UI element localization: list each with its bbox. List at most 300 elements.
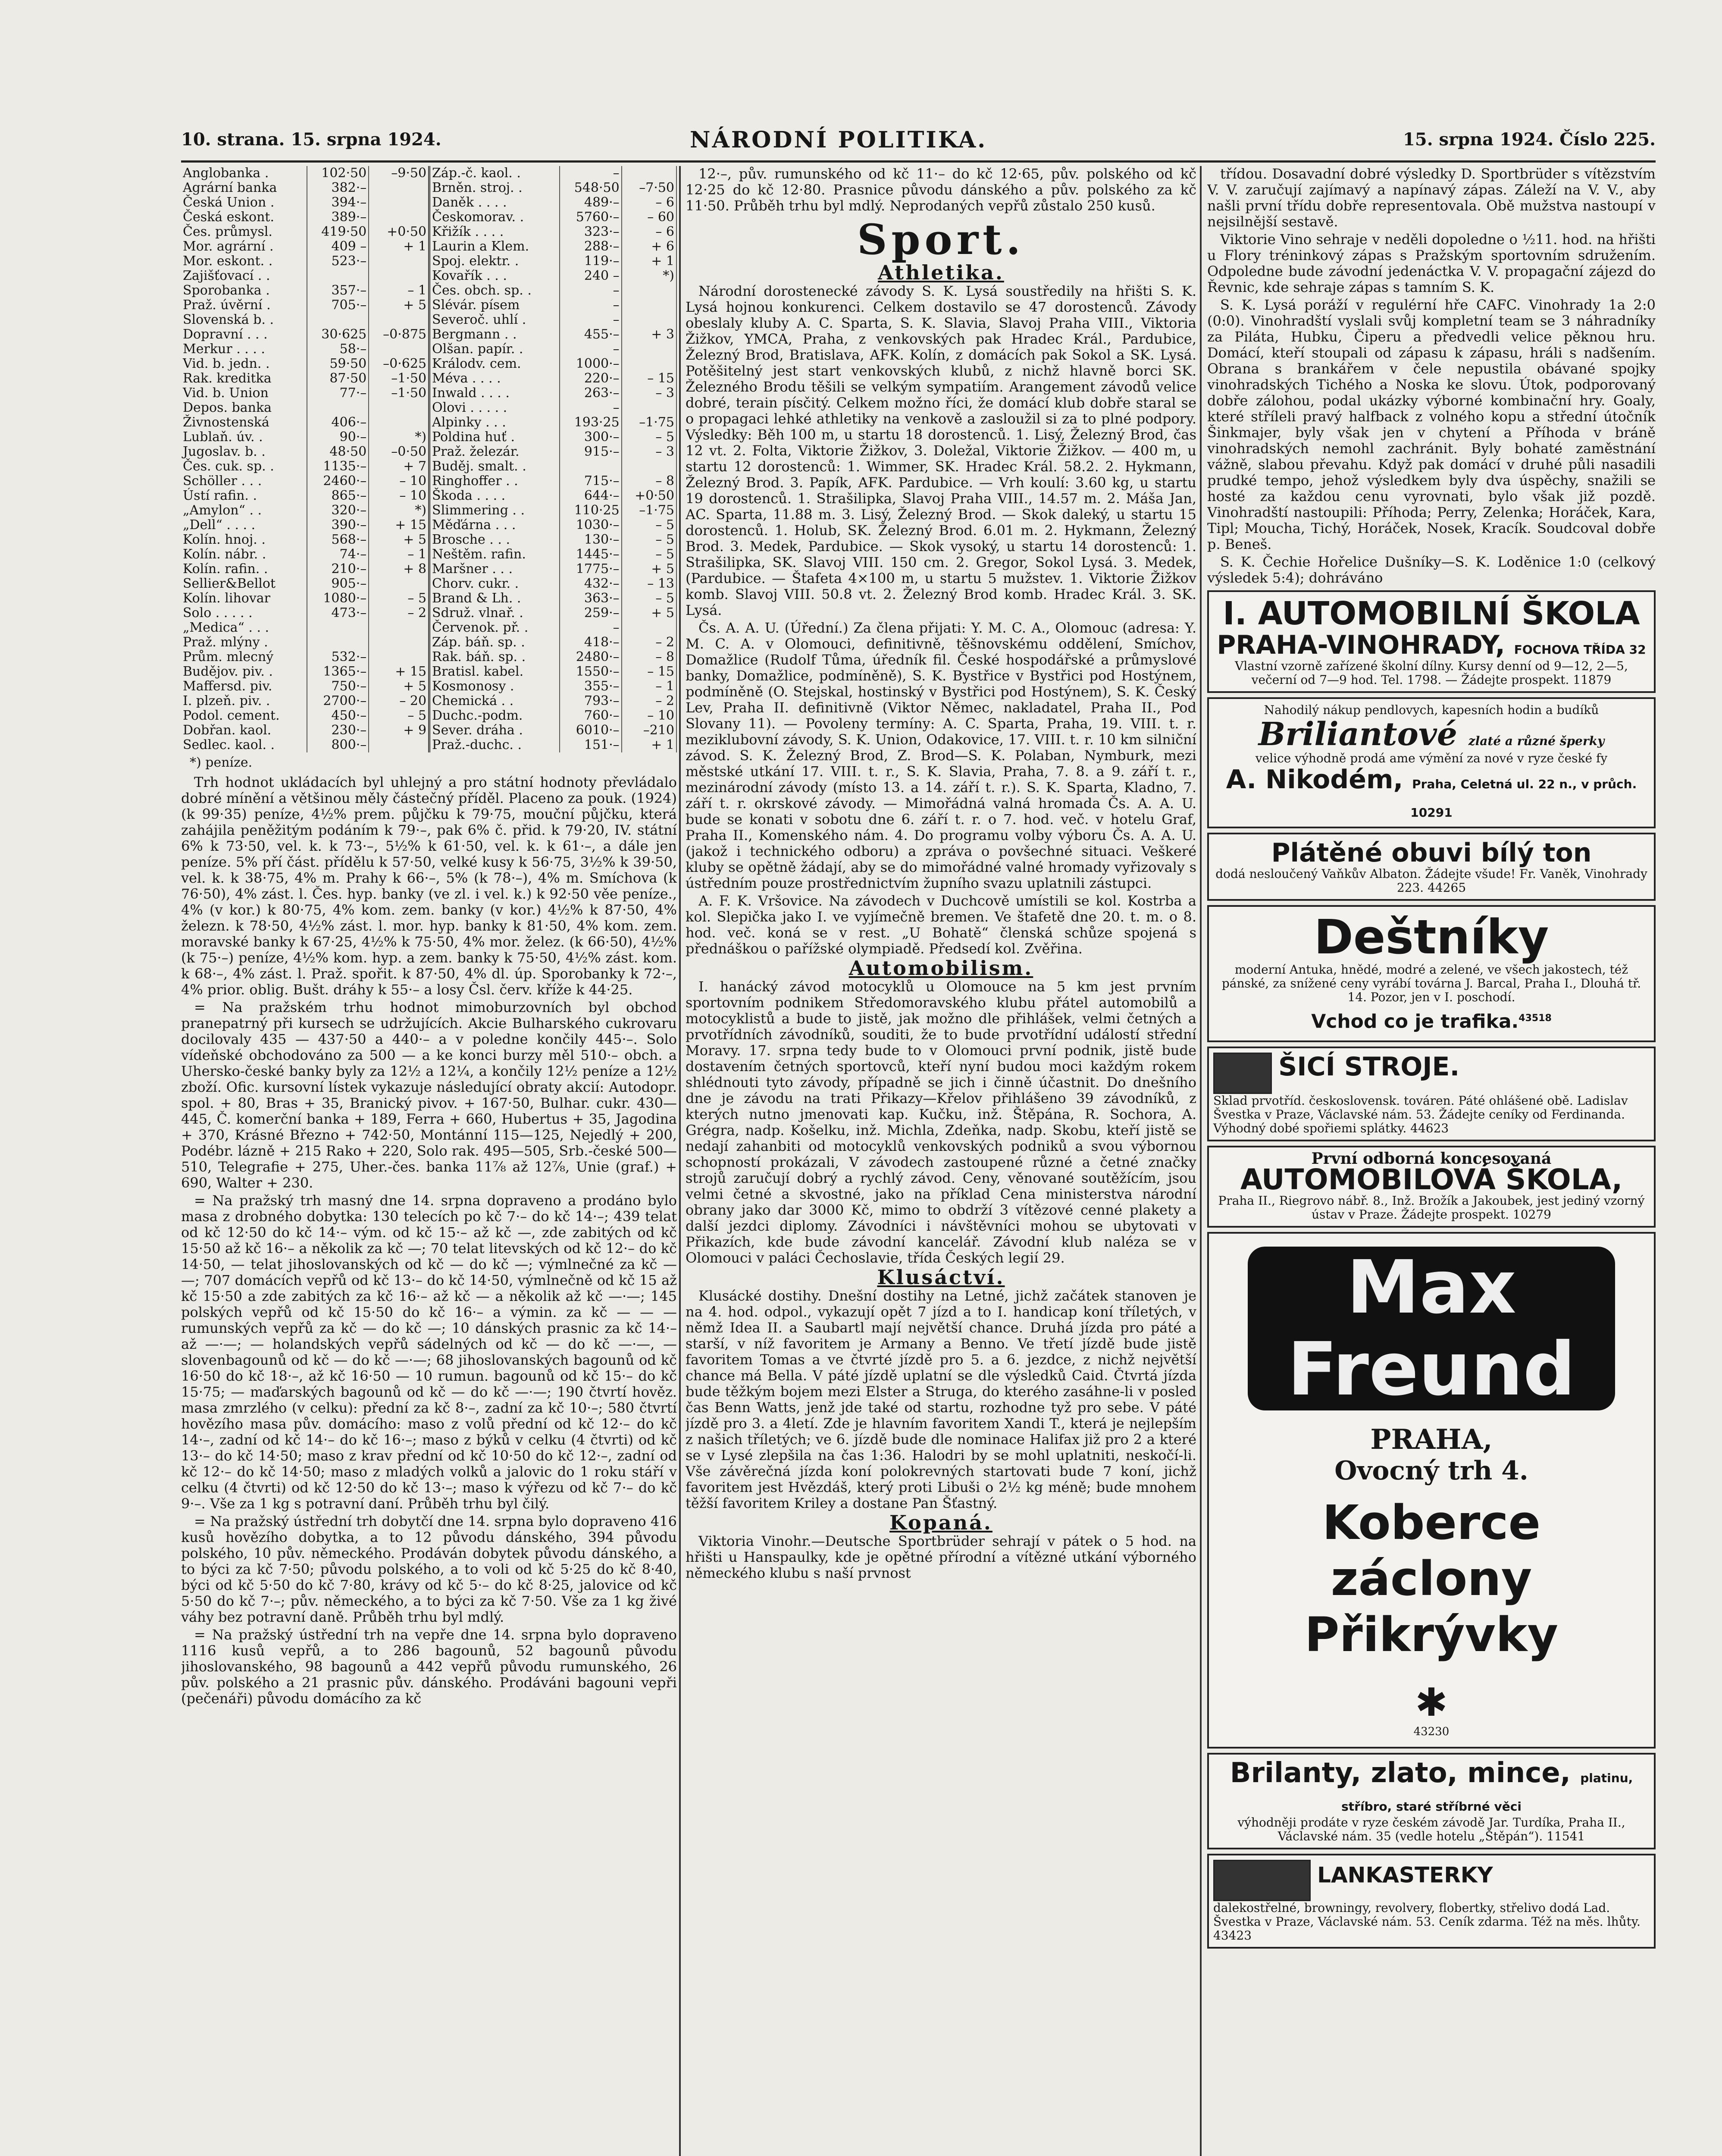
stock-price: 110·25 (560, 503, 622, 518)
stock-change: – 5 (369, 708, 429, 723)
stock-name: Praž.-duchc. . (429, 738, 560, 752)
stock-price: – (560, 313, 622, 327)
stock-price: 90·– (307, 430, 369, 445)
stock-change (369, 650, 429, 664)
stock-price: 300·– (560, 430, 622, 445)
ad-banner (1213, 1004, 1650, 1036)
stock-change: –9·50 (369, 166, 429, 181)
article-afk-vrsovice: A. F. K. Vršovice. Na závodech v Duchcově umístili se kol. Kostrba a kol. Slepička jako I. ve vyjímečně bremen. Ve štafetě dne 20. t. m. o 8. hod. več. koná se v rest. „U Bohatě“ členská schůze spojená s přednáškou o pařížské olympiadě. Předsedí kol. Zvěřina. (686, 893, 1196, 957)
stock-price: 151·– (560, 738, 622, 752)
stock-price: 1445·– (560, 547, 622, 562)
stock-name: Brand & Lh. . (429, 591, 560, 606)
stock-change: – 10 (369, 489, 429, 503)
ad-text: Praha II., Riegrovo nábř. 8., Inž. Brožík a Jakoubek, jest jediný vzorný ústav v Praze. Žádejte prospekt. 10279 (1218, 1194, 1645, 1222)
stock-change (369, 620, 429, 635)
market-report-paragraph: = Na pražském trhu hodnot mimoburzovních byl obchod pranepatrný při kursech se udržujících. Akcie Bulharského cukrovaru docilovaly 435 — 437·50 a 440·– a v poledne končily 445·–. Solo vídeňské obchodováno za 500 — a ke konci burzy měl 510·– obch. a Uhersko-české banky byly za 12½ a 12¼, a končily 12½ peníze a 12½ zboží. Ofic. kursovní lístek vykazuje následující obraty akcií: Autodopr. spol. + 80, Bras + 35, Branický pivov. + 167·50, Bulhar. cukr. 430—445, Č. komerční banka + 189, Ferra + 660, Hubertus + 35, Jagodina + 370, Krásné Březno + 742·50, Montánní 115—125, Nejedlý + 200, Podébr. lázně + 215 Rako + 220, Solo rak. 495—505, Srb.-české 500—510, Telegrafie + 275, Uher.-čes. banka 11⅞ až 12⅞, Unie (graf.) + 690, Walter + 230. (181, 999, 677, 1191)
column-2 (686, 166, 1196, 2156)
stock-price: – (560, 283, 622, 298)
stock-name: Rak. báň. sp. . (429, 650, 560, 664)
stock-row (181, 708, 676, 723)
article-athletics: Národní dorostenecké závody S. K. Lysá soustředily na hřišti S. K. Lysá hojnou konkurenci. Celkem dostavilo se 47 dorostenců. Závody obeslaly kluby A. C. Sparta, S. K. Slavia, Slavoj Praha VIII., Viktoria Žižkov, YMCA, Praha, z venkovských pak Hradec Král., Pardubice, Železný Brod, Bratislava, AFK. Kolín, z domácích pak Sokol a SK. Lysá. Potěšitelný jest start venkovských klubů, z nichž hlavně borci SK. Železného Brodu těšili se velkým sympatiím. Arangement závodů velice dobré, terain písčitý. Celkem možno říci, že domácí klub dobře staral se o propagaci lehké athletiky na venkově a zasloužil si za to plné podpory. Výsledky: Běh 100 m, u startu 18 dorostenců. 1. Lisý, Železný Brod, čas 12 vt. 2. Folta, Viktorie Žižkov, 3. Doležal, Viktorie Žižkov. — 400 m, u startu 12 dorostenců: 1. Wimmer, SK. Hradec Král. 58.2. 2. Hykmann, Železný Brod. 3. Papík, AFK. Pardubice. — Vrh koulí: 3.60 kg, u startu 19 dorostenců. 1. Strašilipka, Slavoj Praha VIII., 14.57 m. 2. Máša Jan, AC. Sparta, 11.88 m. 3. Lisý, Železný Brod. — Skok daleký, u startu 15 dorostenců. 1. Holub, SK. Železný Brod. 6.01 m. 2. Hykmann, Železný Brod. 3. Medek, Pardubice. — Skok vysoký, u startu 14 dorostenců: 1. Strašilipka, SK. Slavoj VIII. 150 cm. 2. Gregor, Sokol Lysá. 3. Medek, (Pardubice. — Štafeta 4×100 m, u startu 5 mužstev. 1. Viktorie Žižkov komb. Slavoj VIII. 50.8 vt. 2. Železný Brod komb. Hradec Král. 3. SK. Lysá. (686, 283, 1196, 618)
section-title-klusactvi: Klusáctví. (877, 1266, 1005, 1289)
stock-price: 548·50 (560, 181, 622, 195)
ad-heading (1213, 1759, 1650, 1816)
stock-change: *) (369, 503, 429, 518)
stock-row (181, 547, 676, 562)
stock-name: Olovi . . . . . (429, 401, 560, 415)
stock-name: Spoj. elektr. . (429, 254, 560, 269)
stock-price: 263·– (560, 386, 622, 401)
stock-name: Chemická . . (429, 694, 560, 708)
stock-row (181, 181, 676, 195)
stock-row (181, 254, 676, 269)
stock-row (181, 723, 676, 738)
stock-price: 905·– (307, 577, 369, 591)
stock-row (181, 298, 676, 313)
stock-row (181, 430, 676, 445)
ad-city: PRAHA, (1370, 1423, 1493, 1456)
stock-name: Českomorav. . (429, 210, 560, 225)
stock-name: Vid. b. Union (181, 386, 307, 401)
stock-change (622, 401, 676, 415)
stock-change (369, 342, 429, 357)
section-title-athletics: Athletika. (878, 261, 1004, 284)
stock-name: Kovařík . . . (429, 269, 560, 283)
stock-change: – 6 (622, 225, 676, 239)
stock-row (181, 620, 676, 635)
stock-row (181, 401, 676, 415)
stock-name: Severoč. uhlí . (429, 313, 560, 327)
ad-heading-word: Briliantové (1258, 716, 1457, 753)
ad-text: Vlastní vzorně zařízené školní dílny. Kursy denní od 9—12, 2—5, večerní od 7—9 hod. Tel. 1798. — Žádejte prospekt. 11879 (1235, 659, 1628, 687)
stock-price: 5760·– (560, 210, 622, 225)
ad-max-freund (1207, 1232, 1656, 1749)
stock-change (369, 738, 429, 752)
stock-change: *) (369, 430, 429, 445)
stock-change: – 5 (622, 547, 676, 562)
stock-name: Kolín. lihovar (181, 591, 307, 606)
ad-goods-list (1213, 1495, 1650, 1663)
ad-text: dodá nesloučený Vaňkův Albaton. Žádejte všude! Fr. Vaněk, Vinohrady 223. 44265 (1215, 867, 1647, 895)
stock-change (369, 401, 429, 415)
stock-change: + 15 (369, 518, 429, 533)
stock-price: 220·– (560, 371, 622, 386)
stock-change: – 3 (622, 445, 676, 459)
stock-name: „Amylon“ . . (181, 503, 307, 518)
stock-price: 1550·– (560, 664, 622, 679)
stock-change: + 15 (369, 664, 429, 679)
stock-name: Depos. banka (181, 401, 307, 415)
stock-change (622, 283, 676, 298)
stock-name: „Dell“ . . . . (181, 518, 307, 533)
stock-price: 323·– (560, 225, 622, 239)
stock-price: 455·– (560, 327, 622, 342)
stock-row (181, 210, 676, 225)
stock-name: Buděj. smalt. . (429, 459, 560, 474)
stock-price: 760·– (560, 708, 622, 723)
stock-change: +0·50 (622, 489, 676, 503)
stock-row (181, 195, 676, 210)
stock-price: 394·– (307, 195, 369, 210)
stock-change: + 5 (622, 606, 676, 620)
stock-name: Solo . . . . . (181, 606, 307, 620)
stock-price: 30·625 (307, 327, 369, 342)
stock-name: Podol. cement. (181, 708, 307, 723)
stock-name: Sedlec. kaol. . (181, 738, 307, 752)
stock-name: Praž. mlýny . (181, 635, 307, 650)
stock-row (181, 694, 676, 708)
stock-name: Maffersd. piv. (181, 679, 307, 694)
ad-heading: ŠICÍ STROJE. (1278, 1051, 1460, 1082)
masthead-title: NÁRODNÍ POLITIKA. (690, 127, 987, 153)
stock-change (622, 298, 676, 313)
stock-name: Praž. železár. (429, 445, 560, 459)
stock-change: –210 (622, 723, 676, 738)
stock-row (181, 664, 676, 679)
header-rule (181, 160, 1656, 163)
article-klusactvi: Klusácké dostihy. Dnešní dostihy na Letné, jichž začátek stanoven je na 4. hod. odpol., vykazují opět 7 jízd a to I. handicap koní tříletých, v němž Idea II. a Saubartl mají největší chance. Druhá jízda pro páté a starší, v níž favoritem je Armany a Benno. Ve třetí jízdě bude jistě favoritem Tomas a ve čtvrté jízdě pro 5. a 6. jezdce, z nichž největší chance má Bella. V páté jízdě uplatní se dle výsledků Caid. Čtvrtá jízda bude těžkým bojem mezi Elster a Struga, do kterého zasáhne-li v posled čas Benn Watts, jenž jde také od startu, rozhodne tyž pro sebe. V páté jízdě pro 3. a 4letí. Zde je hlavním favoritem Xandi T., která je nejlepším z našich tříletých; ve 6. jízdě bude dle nominace Halifax již pro 2 a které se v Lysé zlepšila na čas 1:36. Halodri by se mohl uplatniti, neskočí-li. Vše závěrečná jízda koní polokrevných startovati bude 7 koní, jichž favoritem jest Hvězdáš, který proti Libuši o 2½ kg méně; bude mnohem těžší favoritem Kriley a dostane Pan Šťastný. (686, 1288, 1196, 1511)
ad-goods-item: záclony (1331, 1551, 1532, 1607)
market-reports (181, 774, 677, 1707)
ad-code: 43230 (1413, 1725, 1450, 1739)
stock-change (622, 313, 676, 327)
stock-row (181, 503, 676, 518)
stock-name: Chorv. cukr. . (429, 577, 560, 591)
star-ornament-icon: ✱ (1415, 1680, 1448, 1726)
stock-change: – 13 (622, 577, 676, 591)
ad-umbrellas (1207, 905, 1656, 1042)
stock-name: I. plzeň. piv. . (181, 694, 307, 708)
ad-text: Sklad prvotříd. československ. továren. Páté ohlášené obě. Ladislav Švestka v Praze, Václavské nám. 53. Žádejte ceníky od Ferdinanda. Výhodný dobé spořiemi splátky. 44623 (1213, 1094, 1628, 1136)
stock-change (369, 210, 429, 225)
stock-price (307, 401, 369, 415)
stock-name: Ústí rafin. . (181, 489, 307, 503)
stock-price: 793·– (560, 694, 622, 708)
stock-row (181, 225, 676, 239)
stock-row (181, 269, 676, 283)
stock-price: 1000·– (560, 357, 622, 371)
ad-text: výhodněji prodáte v ryze českém závodě Jar. Turdíka, Praha II., Václavské nám. 35 (vedle hotelu „Štěpán“). 11541 (1237, 1815, 1625, 1844)
section-title-sport: Sport. (857, 215, 1025, 264)
revolver-icon (1213, 1860, 1311, 1901)
stock-row (181, 342, 676, 357)
ad-nikodem-diamonds (1207, 697, 1656, 828)
stock-name: Budějov. piv. . (181, 664, 307, 679)
stock-change: – 2 (369, 606, 429, 620)
stock-change: +0·50 (369, 225, 429, 239)
ad-heading: LANKASTERKY (1317, 1862, 1493, 1888)
stock-name: Schöller . . . (181, 474, 307, 489)
stock-name: Mor. agrární . (181, 239, 307, 254)
article-text: třídou. Dosavadní dobré výsledky D. Sportbrüder s vítězstvím V. V. zaručují zajímavý a napínavý zápas. Záleží na V. V., aby našli první třídu dobře representovala. Obě mužstva nastoupí v nejsilnější sestavě. (1207, 166, 1656, 230)
stock-change (369, 254, 429, 269)
stock-name: Sellier&Bellot (181, 577, 307, 591)
ad-code: 43518 (1518, 1013, 1552, 1024)
stock-name: Inwald . . . . (429, 386, 560, 401)
stock-row (181, 635, 676, 650)
stock-price: 59·50 (307, 357, 369, 371)
stock-change: – 20 (369, 694, 429, 708)
article-csaau: Čs. A. A. U. (Úřední.) Za člena přijati: Y. M. C. A., Olomouc (adresa: Y. M. C. A. v Olomouci, definitivně, těšnovskému oddělení, Smíchov, Domažlice (Rudolf Tůma, úředník fil. České hospodářské a průmyslové banky, Domažlice, podmíněně), S. K. Bystřice v Bystřici pod Hostýnem, podmíněně (O. Stejskal, hostinský v Bystřici pod Hostýnem), S. K. Český Lev, Praha II. definitivně (Viktor Němec, nakladatel, Praha II., Pod Slovany 11). — Povoleny termíny: A. C. Sparta, Praha, 19. VIII. t. r. meziklubovní závody, S. K. Union, Odakovice, 17. VIII. t. r. 10 km silniční závod. S. K. Železný Brod, Z. Brod—S. K. Polaban, Nymburk, mezi městské utkání 17. VIII. t. r., S. K. Slavia, Praha, 7. 8. a 9. září t. r., mezinárodní závody (místo 13. a 14. září t. r.). S. K. Sparta, Kladno, 7. září t. r. okrskové závody. — Mimořádná valná hromada Čs. A. A. U. bude se konati v sobotu dne 6. září t. r. o 7. hod. več. v hotelu Graf, Praha II., Komenského nám. 4. Do programu volby výboru Čs. A. A. U. (jakož i technického odboru) a zpráva o povšechné situaci. Veškeré kluby se opětně žádají, aby se do mimořádné valné hromady vyřizovaly s ústředním pouze prostřednictvím župního svazu uplatnili zástupci. (686, 620, 1196, 891)
stock-change: – 2 (622, 694, 676, 708)
stock-name: Čes. průmysl. (181, 225, 307, 239)
stock-name: Maršner . . . (429, 562, 560, 577)
stock-name: Rak. kreditka (181, 371, 307, 386)
stock-price: 74·– (307, 547, 369, 562)
stock-change: – 10 (622, 708, 676, 723)
stock-change: – 5 (622, 533, 676, 547)
stock-price: 419·50 (307, 225, 369, 239)
column-divider (1200, 166, 1202, 2156)
stock-price: 210·– (307, 562, 369, 577)
stock-price: 800·– (307, 738, 369, 752)
ad-banner-text: Vchod co je trafika. (1311, 1010, 1519, 1033)
stock-change: *) (622, 269, 676, 283)
ad-sewing-machines (1207, 1047, 1656, 1142)
stock-price: 1775·– (560, 562, 622, 577)
stock-name: Bratisl. kabel. (429, 664, 560, 679)
stock-price: 240 – (560, 269, 622, 283)
stock-change: – 6 (622, 195, 676, 210)
stock-price (307, 313, 369, 327)
stock-change: –1·75 (622, 415, 676, 430)
stock-price: 705·– (307, 298, 369, 313)
stock-price: 320·– (307, 503, 369, 518)
stock-row (181, 577, 676, 591)
header-left: 10. strana. 15. srpna 1924. (181, 129, 441, 150)
stock-row (181, 415, 676, 430)
stock-price: 382·– (307, 181, 369, 195)
ad-heading: I. AUTOMOBILNÍ ŠKOLA (1223, 595, 1640, 632)
stock-price: 1030·– (560, 518, 622, 533)
stock-row (181, 591, 676, 606)
stock-change (369, 181, 429, 195)
stock-change: – 5 (369, 591, 429, 606)
stock-name: Alpinky . . . (429, 415, 560, 430)
stock-name: Dopravní . . . (181, 327, 307, 342)
stock-row (181, 357, 676, 371)
ad-heading-words: Brilanty, zlato, mince, (1230, 1757, 1571, 1789)
stock-change (622, 166, 676, 181)
stock-price: 230·– (307, 723, 369, 738)
stock-row (181, 679, 676, 694)
stock-change: + 9 (369, 723, 429, 738)
stock-price: 715·– (560, 474, 622, 489)
stock-name: Lublaň. úv. . (181, 430, 307, 445)
ad-automobile-school-riegrovo (1207, 1146, 1656, 1228)
article-text: Viktorie Vino sehraje v neděli dopoledne o ½11. hod. na hřišti u Flory tréninkový zápas s Pražským sportovním sdružením. Odpoledne bude závodní jedenáctka V. V. propagační zájezd do Řevnic, kde sehraje zápas s tamním S. K. (1207, 231, 1656, 295)
stock-name: Bergmann . . (429, 327, 560, 342)
stock-price: 259·– (560, 606, 622, 620)
stock-price: 473·– (307, 606, 369, 620)
stock-change: – 5 (622, 591, 676, 606)
stock-change: + 5 (369, 679, 429, 694)
stock-price: – (560, 342, 622, 357)
stock-price: 2460·– (307, 474, 369, 489)
stock-change: – 15 (622, 371, 676, 386)
stock-change (622, 620, 676, 635)
ad-subheading (1213, 765, 1650, 822)
stock-name: „Medica“ . . . (181, 620, 307, 635)
stock-change: + 5 (622, 562, 676, 577)
stock-name: Sever. dráha . (429, 723, 560, 738)
stock-price: 432·– (560, 577, 622, 591)
ad-subheading (1213, 631, 1650, 659)
ad-street: FOCHOVA TŘÍDA 32 (1514, 642, 1646, 657)
stock-name: Kolín. hnoj. . (181, 533, 307, 547)
stock-footnote: *) peníze. (190, 755, 253, 770)
ad-heading: AUTOMOBILOVÁ ŠKOLA, (1240, 1163, 1623, 1197)
ad-heading: Max Freund (1248, 1247, 1615, 1410)
ad-automobile-school-vinohrady (1207, 590, 1656, 693)
stock-price: 750·– (307, 679, 369, 694)
stock-price: 406·– (307, 415, 369, 430)
stock-change: –1·75 (622, 503, 676, 518)
stock-change: – 10 (369, 474, 429, 489)
stock-name: Záp. báň. sp. . (429, 635, 560, 650)
stock-change (369, 313, 429, 327)
stock-change: –0·50 (369, 445, 429, 459)
section-title-automobilism: Automobilism. (848, 956, 1033, 980)
stock-row (181, 518, 676, 533)
stock-name: Anglobanka . (181, 166, 307, 181)
stock-name: Kolín. rafin. . (181, 562, 307, 577)
stock-name: Měďárna . . . (429, 518, 560, 533)
stock-table (181, 166, 677, 752)
stock-price: 2700·– (307, 694, 369, 708)
stock-change: – 3 (622, 386, 676, 401)
stock-name: Mor. eskont. . (181, 254, 307, 269)
stock-name: Křižík . . . . (429, 225, 560, 239)
stock-name: Méva . . . . (429, 371, 560, 386)
stock-row (181, 371, 676, 386)
stock-price: – (560, 401, 622, 415)
stock-change (622, 459, 676, 474)
stock-change: + 3 (622, 327, 676, 342)
market-report-paragraph: = Na pražský ústřední trh na vepře dne 14. srpna bylo dopraveno 1116 kusů vepřů, a to 286 bagounů, 52 bagounů původu jihoslovanského, 98 bagounů a 442 vepřů původu rumunského, 26 pův. polského a 21 prasnic pův. dánského. Prodáváni bagouni vepři (pečenáři) původu domácího za kč (181, 1626, 677, 1707)
article-text: S. K. Čechie Hořelice Dušníky—S. K. Loděnice 1:0 (celkový výsledek 5:4); dohráváno (1207, 554, 1656, 586)
stock-name: Prům. mlecný (181, 650, 307, 664)
stock-name: Kosmonosy . (429, 679, 560, 694)
article-text: S. K. Lysá poráží v regulérní hře CAFC. Vinohrady 1a 2:0 (0:0). Vinohradští vyslali svůj kompletní team se 3 náhradníky za Piláta, Hubku, Čiperu a předvedli velice pěknou hru. Domácí, kteří stoupali od zápasu k zápasu, hráli s nadšením. Obrana s brankářem v čele nepustila obávané spojky vinohradských Tichého a Noska ke slovu. Útok, podporovaný dobře zálohou, podal ukázky výborné kombinační hry. Goaly, které stříleli pravý halfback z volného kopu a střední útočník Šinkmajer, byly však jen v chytení a Příhoda v bráně vinohradských nemohl zachránit. Byly bohaté zaměstnání vážně, slabou převahu. Když pak domácí v druhé půli nasadili prudké tempo, jehož výsledkem byly dva úspěchy, snažili se hosté za každou cenu vyrovnati, bylo však již pozdě. Vinohradští nastoupili: Příhoda; Perry, Zelenka; Horáček, Kara, Tipl; Moucha, Tichý, Horáček, Nosek, Kracík. Soudcoval dobře p. Beneš. (1207, 297, 1656, 552)
ad-text: dalekostřelné, browningy, revolvery, flobertky, střelivo dodá Lad. Švestka v Praze, Václavské nám. 53. Ceník zdarma. Též na měs. lhůty. 43423 (1213, 1901, 1641, 1943)
stock-change (622, 357, 676, 371)
stock-change: + 5 (369, 533, 429, 547)
stock-row (181, 738, 676, 752)
stock-change: – 1 (622, 679, 676, 694)
stock-name: Laurin a Klem. (429, 239, 560, 254)
ad-text: moderní Antuka, hnědé, modré a zelené, ve všech jakostech, též pánské, za snížené ceny vyrábí továrna J. Barcal, Praha I., Dlouhá tř. 14. Pozor, jen v I. poschodí. (1221, 962, 1641, 1004)
market-report-paragraph: = Na pražský ústřední trh dobytčí dne 14. srpna bylo dopraveno 416 kusů hovězího dobytka, a to 12 původu dánského, 394 původu polského, 10 pův. německého. Prodáván dobytek původu dánského, a to býci za kč 7·50; původu polského, a to voli od kč 5·25 do kč 8·40, býci od kč 5·50 do kč 7·80, krávy od kč 5·– do kč 8·25, jalovice od kč 5·50 do kč 7·–; pův. německého, a to býci za kč 7·50. Vše za 1 kg živé váhy bez potravní daně. Průběh trhu byl mdlý. (181, 1513, 677, 1625)
stock-price: 357·– (307, 283, 369, 298)
stock-row (181, 313, 676, 327)
stock-name: Slovenská b. . (181, 313, 307, 327)
article-kopana: Viktoria Vinohr.—Deutsche Sportbrüder sehrají v pátek o 5 hod. na hřišti u Hanspaulky, kde je opětné přírodní a vítězné utkání výborného německého klubu s naší prvnost (686, 1533, 1196, 1581)
stock-price: – (560, 166, 622, 181)
ad-heading (1213, 717, 1650, 752)
stock-price: 409 – (307, 239, 369, 254)
stock-name: Kolín. nábr. . (181, 547, 307, 562)
stock-change (622, 342, 676, 357)
stock-price: 418·– (560, 635, 622, 650)
stock-change: – 8 (622, 474, 676, 489)
stock-row (181, 489, 676, 503)
stock-price: 568·– (307, 533, 369, 547)
stock-price: 130·– (560, 533, 622, 547)
market-report-continued: 12·–, pův. rumunského od kč 11·– do kč 12·65, pův. polského od kč 12·25 do kč 12·80. Prasnice původu dánského a pův. polského za kč 11·50. Průběh trhu byl mdlý. Neprodaných vepřů zůstalo 250 kusů. (686, 166, 1196, 214)
stock-change: + 1 (369, 239, 429, 254)
stock-price: 288·– (560, 239, 622, 254)
stock-price: 450·– (307, 708, 369, 723)
stock-price: 87·50 (307, 371, 369, 386)
stock-change: – 1 (369, 547, 429, 562)
stock-change: – 5 (622, 518, 676, 533)
stock-change (369, 577, 429, 591)
stock-change: – 1 (369, 283, 429, 298)
stock-price: 915·– (560, 445, 622, 459)
stock-change: + 7 (369, 459, 429, 474)
ad-text: velice výhodně prodá ame výmění za nové v ryze české fy (1255, 751, 1608, 765)
ad-text: Nahodilý nákup pendlovych, kapesních hodin a budíků (1264, 703, 1599, 717)
ad-goods-item: Přikrývky (1304, 1607, 1559, 1663)
stock-row (181, 283, 676, 298)
stock-row (181, 386, 676, 401)
ad-text: platinu, stříbro, staré stříbrné věci (1341, 1771, 1633, 1814)
stock-name: Brosche . . . (429, 533, 560, 547)
stock-price: 523·– (307, 254, 369, 269)
article-automobilism: I. hanácký závod motocyklů u Olomouce na 5 km jest prvním sportovním podnikem Středomoravského klubu přátel automobilů a motocyklistů a bude to jistě, jak možno dle přihlášek, velmi četných a prvotřídních závodníků, souditi, že to bude prvotřídní událostí střední Moravy. 17. srpna tedy bude to v Olomouci první podnik, jistě bude dostavením četných sportovců, kteří nyní budou moci každým rokem shlédnouti tyto závody, případně se jich i činně účastnit. Do dnešního dne je závodu na trati Přikazy—Křelov přihlášeno 39 závodníků, z kterých nutno jmenovati kap. Kučku, inž. Štěpána, R. Sochora, A. Grégra, nadp. Košelku, inž. Michla, Zdeňka, nadp. Skobu, kteří jistě se nedají zahanbiti od motocyklů venkovských podniků a svou výbornou schopností prokázali, V závodech zastoupené různé a četné značky strojů zaručují dobrý a rychlý závod. Ceny, věnované soutěžícím, jsou velmi četné a skvostné, jako na příklad Cena ministerstva národní obrany jako dar 3000 Kč, mimo to obdrží 3 vítězové cenné plakety a další jezdci diplomy. Závodníci i návštěvníci mohou se ubytovati v Přikazích, kde bude závodní kancelář. Závodní klub naléza se v Olomouci v paláci Čechoslavie, třída Českých legií 29. (686, 978, 1196, 1266)
stock-change: –0·625 (369, 357, 429, 371)
stock-change: – 2 (622, 635, 676, 650)
stock-row (181, 445, 676, 459)
stock-name: Sporobanka . (181, 283, 307, 298)
stock-row (181, 239, 676, 254)
stock-row (181, 327, 676, 342)
stock-change: – 5 (622, 430, 676, 445)
stock-change: –1·50 (369, 371, 429, 386)
stock-change: + 1 (622, 738, 676, 752)
stock-price (560, 459, 622, 474)
stock-change (369, 195, 429, 210)
stock-price: 193·25 (560, 415, 622, 430)
stock-row (181, 533, 676, 547)
stock-name: Neštěm. rafin. (429, 547, 560, 562)
stock-price: 865·– (307, 489, 369, 503)
stock-price: 77·– (307, 386, 369, 401)
ad-heading: Deštníky (1314, 909, 1549, 965)
column-divider (679, 166, 681, 2156)
market-report-paragraph: = Na pražský trh masný dne 14. srpna dopraveno a prodáno bylo masa z drobného dobytka: 130 telecích po kč 7·– do kč 14·–; 439 telat od kč 12·50 do kč 14·– vým. od kč 15·– až kč —, zde zabitých od kč 15·50 až kč 16·– a několik za kč —; 70 telat litevských od kč 12·– do kč 14·50, — telat jihoslovanských od kč — do kč —; výmlnečné za kč — —; 707 domácích vepřů od kč 13·– do kč 14·50, výmlnečně od kč 15 až kč 15·50 a zde zabitých za kč 16·– až kč — a několik až kč —·—; 145 polských vepřů od kč 15·50 do kč 16·– a výmin. za kč — — — rumunských vepřů za kč — do kč —; 10 dánských prasnic za kč 14·– až —·—; — holandských vepřů sádelných od kč — do kč —·—, — slovenbagounů od kč — do kč —·—; 68 jihoslovanských bagounů od kč 16·50 do kč 18·–, až kč 16·50 — 10 rumun. bagounů od kč 15·– do kč 15·75; — maďarských bagounů od kč — do kč —·—; 190 čtvrtí hověz. masa zmrzlého (v celku): přední za kč 8·–, zadní za kč 10·–; 580 čtvrtí hovězího masa pův. domácího: maso z volů přední od kč 12·– do kč 14·–, zadní od kč 14·– do kč 16·–; maso z býků v celku (4 čtvrti) od kč 13·– do kč 14·50; maso z krav přední od kč 10·50 do kč 12·–, zadní od kč 12·– do kč 14·50; maso z mladých volků a jalovic do 1 roku stáří v celku (4 čtvrti) od kč 12·50 do kč 13·–; maso k výřezu od kč 7·– do kč 9·–. Vše za 1 kg s potravní daní. Průběh trhu byl čilý. (181, 1192, 677, 1512)
stock-name: Duchc.-podm. (429, 708, 560, 723)
ad-city: PRAHA-VINOHRADY, (1217, 630, 1505, 660)
stock-price (307, 635, 369, 650)
ad-address: Ovocný trh 4. (1334, 1456, 1528, 1486)
stock-name: Králodv. cem. (429, 357, 560, 371)
stock-change: + 5 (369, 298, 429, 313)
stock-name: Ringhoffer . . (429, 474, 560, 489)
stock-name: Čes. cuk. sp. . (181, 459, 307, 474)
stock-name: Zajišťovací . . (181, 269, 307, 283)
stock-price: 1365·– (307, 664, 369, 679)
stock-price: 355·– (560, 679, 622, 694)
stock-change: –0·875 (369, 327, 429, 342)
stock-name: Vid. b. jedn. . (181, 357, 307, 371)
stock-name: Slimmering . . (429, 503, 560, 518)
stock-price: 489·– (560, 195, 622, 210)
ad-goods-item: Koberce (1322, 1495, 1541, 1551)
market-report-paragraph: Trh hodnot ukládacích byl uhlejný a pro státní hodnoty převládalo dobré mínění a většinou měly částečný příděl. Placeno za pouk. (1924) (k 99·35) peníze, 4½% prem. půjčku k 79·75, mouční půjčku, která zahájila peněžitým podáním k 79·–, pak 6% č. přid. k 79·20, IV. státní 6% k 73·50, vel. k. k 73·–, 5½% k 61·50, vel. k. k 61·–, a dále jen peníze. 5% pří část. přídělu k 57·50, velké kusy k 56·75, 3½% k 39·50, vel. k. k 38·75, 4% m. Prahy k 66·–, 5% (k 78·–), 4% m. Smíchova (k 76·50), 4% zást. l. Čes. hyp. banky (ve zl. i vel. k.) k 92·50 věe peníze., 4% (v kor.) k 80·75, 4% kom. zem. banky (v kor.) 4½% k 87·50, 4% železn. k 78·50, 4½% zást. l. mor. hyp. banky k 81·50, 4% kom. zem. moravské banky k 67·25, 4½% k 75·50, 4% mor. želez. (k 66·50), 4½% (k 75·–) peníze, 4½% kom. hyp. a zem. banky k 75·50, 4½% zást. kom. k 68·–, 4% zást. l. Praž. spořit. k 87·50, 4% dl. úp. Sporobanky k 72·–, 4% prior. oblig. Bušt. dráhy k 55·– a losy Čsl. červ. kříže k 44·25. (181, 774, 677, 998)
stock-price: 102·50 (307, 166, 369, 181)
